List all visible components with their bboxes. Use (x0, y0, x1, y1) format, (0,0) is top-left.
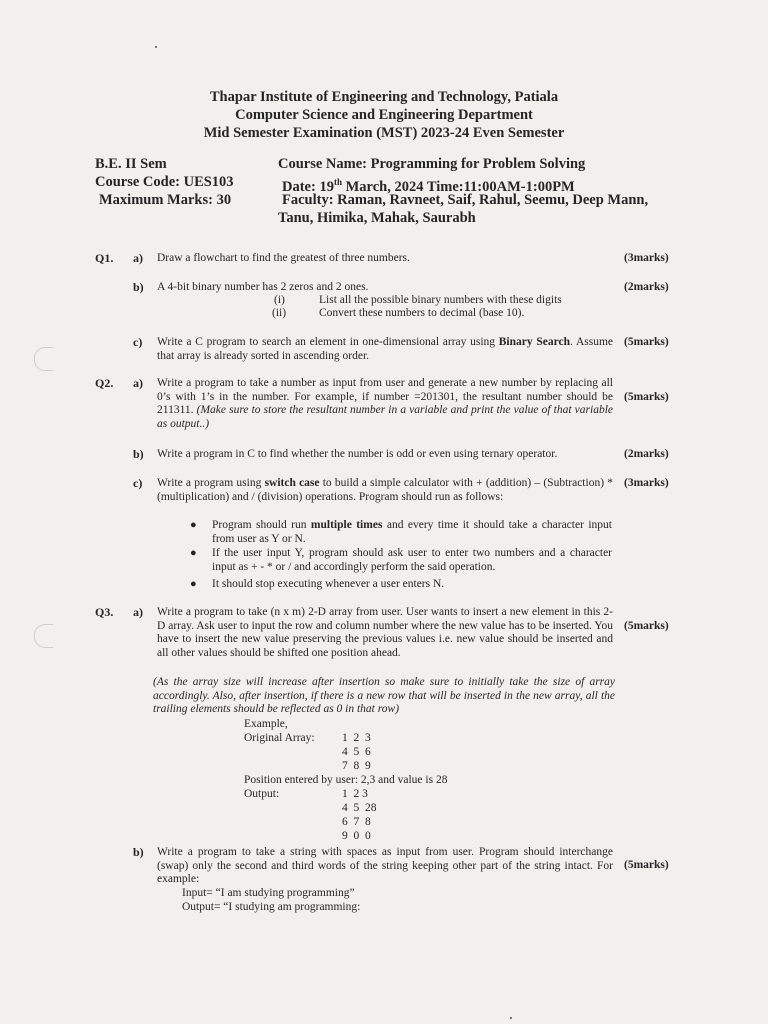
question-number: Q2. (95, 376, 114, 390)
part-label: b) (133, 845, 144, 859)
array-row: 4 5 28 (342, 802, 377, 814)
part-label: a) (133, 605, 143, 619)
example-output: Output= “I studying am programming: (182, 901, 361, 913)
department-name: Computer Science and Engineering Department (235, 107, 533, 123)
sub-item-number: (ii) (272, 307, 287, 319)
sub-item-number: (i) (274, 294, 285, 306)
question-number: Q1. (95, 251, 114, 265)
array-row: 7 8 9 (342, 760, 371, 772)
part-label: b) (133, 280, 144, 294)
faculty-line-2: Tanu, Himika, Mahak, Saurabh (278, 210, 476, 226)
question-text: Write a C program to search an element in one-dimensional array using Binary Search. Assume that array is already sorted in ascending order. (157, 336, 613, 362)
marks: (2marks) (624, 281, 669, 293)
question-text: Write a program to take (n x m) 2-D array from user. User wants to insert a new element in this 2-D array. Ask user to input the row and column number where the new value has to be inserted. You have to insert the new value preserving the previous values i.e. new value should be inserted and all other values should be shifted one position ahead. (157, 606, 613, 660)
position-text: Position entered by user: 2,3 and value is 28 (244, 774, 448, 786)
original-array-label: Original Array: (244, 732, 315, 744)
scan-speck (155, 46, 157, 48)
array-row: 4 5 6 (342, 746, 371, 758)
marks: (3marks) (624, 477, 669, 489)
bullet-text: Program should run multiple times and every time it should take a character input from user as Y or N. (212, 519, 612, 545)
sub-item-text: Convert these numbers to decimal (base 10). (319, 307, 525, 319)
maximum-marks: Maximum Marks: 30 (99, 192, 232, 208)
example-label: Example, (244, 718, 288, 730)
course-code: Course Code: UES103 (95, 174, 234, 190)
question-text: Write a program in C to find whether the number is odd or even using ternary operator. (157, 448, 558, 460)
semester: B.E. II Sem (95, 156, 167, 172)
part-label: a) (133, 376, 143, 390)
exam-title: Mid Semester Examination (MST) 2023-24 Even Semester (203, 125, 565, 141)
bullet-dot: ● (190, 547, 197, 559)
sub-item-text: List all the possible binary numbers with these digits (319, 294, 562, 306)
marks: (5marks) (624, 391, 669, 403)
bullet-dot: ● (190, 578, 197, 590)
question-number: Q3. (95, 605, 114, 619)
institute-name: Thapar Institute of Engineering and Technology, Patiala (209, 89, 559, 105)
punch-hole-mark (34, 624, 53, 648)
bullet-text: It should stop executing whenever a user enters N. (212, 578, 445, 590)
question-text: Write a program to take a number as input from user and generate a new number by replacing all 0’s with 1’s in the number. For example, if number =201301, the resultant number should be 211311. (Make sure to store the resultant number in a variable and print the value of that variable as output..) (157, 377, 613, 431)
punch-hole-mark (34, 347, 53, 371)
question-text: Write a program to take a string with spaces as input from user. Program should interchange (swap) only the second and third words of the string keeping other part of the string intact. For example: (157, 846, 613, 886)
question-text: A 4-bit binary number has 2 zeros and 2 ones. (157, 281, 369, 293)
part-label: c) (133, 335, 143, 349)
marks: (5marks) (624, 859, 669, 871)
marks: (2marks) (624, 448, 669, 460)
output-label: Output: (244, 788, 280, 800)
part-label: a) (133, 251, 143, 265)
marks: (5marks) (624, 620, 669, 632)
question-text: Draw a flowchart to find the greatest of three numbers. (157, 252, 410, 264)
part-label: c) (133, 476, 143, 490)
example-input: Input= “I am studying programming” (182, 887, 355, 899)
scan-speck (510, 1017, 512, 1019)
bullet-dot: ● (190, 519, 197, 531)
array-row: 9 0 0 (342, 830, 371, 842)
bullet-text: If the user input Y, program should ask user to enter two numbers and a character input as + - * or / and accordingly perform the said operation. (212, 547, 612, 573)
exam-date-time: Date: 19th March, 2024 Time:11:00AM-1:00PM (282, 177, 575, 195)
marks: (5marks) (624, 336, 669, 348)
part-label: b) (133, 447, 144, 461)
faculty-line-1: Faculty: Raman, Ravneet, Saif, Rahul, Seemu, Deep Mann, (282, 192, 649, 208)
question-note: (As the array size will increase after insertion so make sure to initially take the size of array accordingly. Also, after insertion, if there is a new row that will be inserted in the new array, all the trailing elements should be reflected as 0 in that row) (153, 676, 615, 716)
course-name: Course Name: Programming for Problem Solving (278, 156, 586, 172)
array-row: 1 2 3 (342, 788, 368, 800)
array-row: 6 7 8 (342, 816, 371, 828)
array-row: 1 2 3 (342, 732, 371, 744)
marks: (3marks) (624, 252, 669, 264)
question-text: Write a program using switch case to build a simple calculator with + (addition) – (Subtraction) * (multiplication) and / (division) operations. Program should run as follows: (157, 477, 613, 503)
